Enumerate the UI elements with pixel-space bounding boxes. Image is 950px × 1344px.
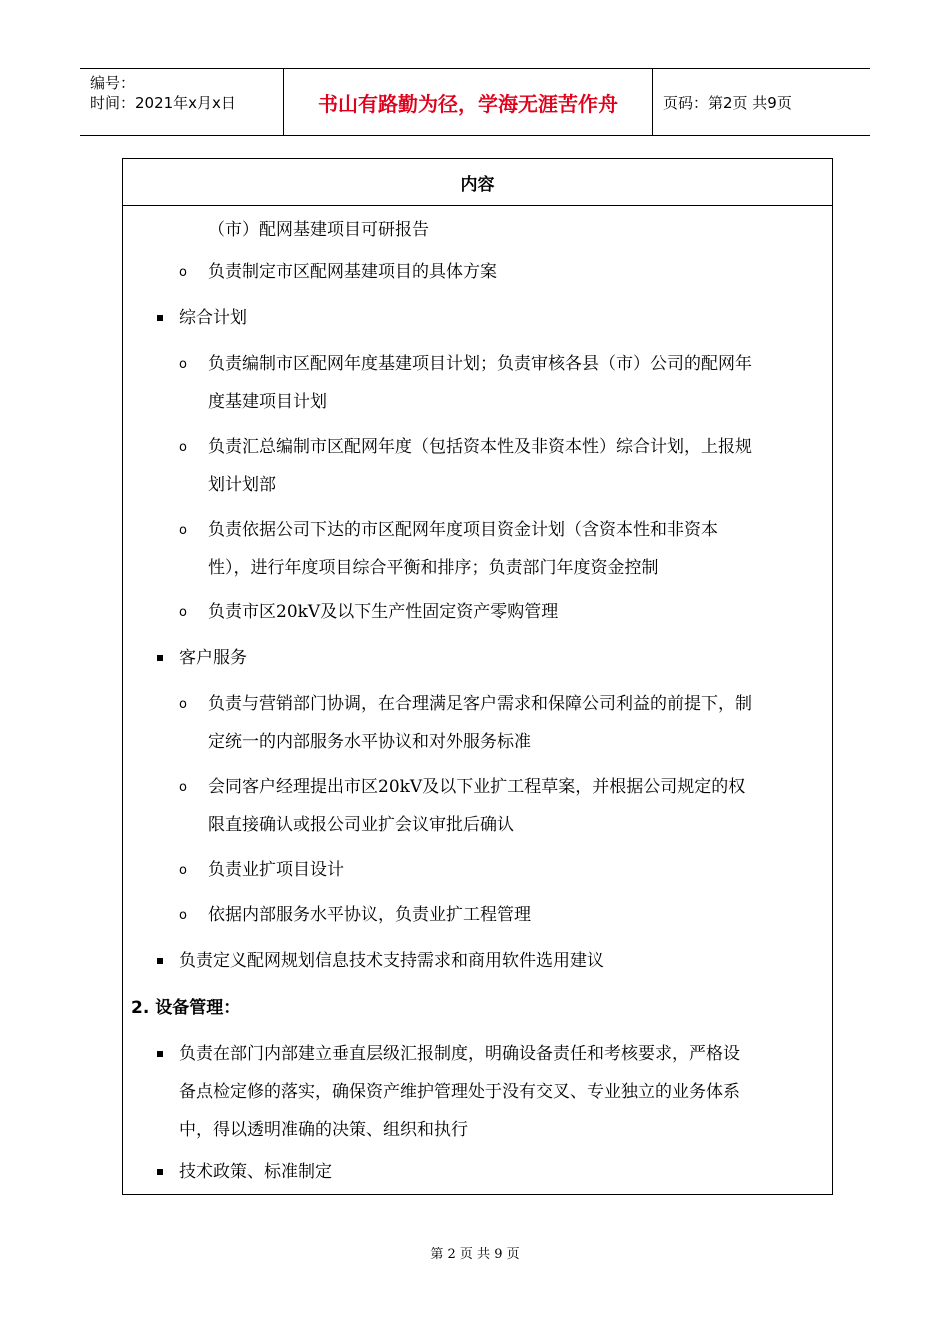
circle-bullet-icon: o <box>179 523 187 538</box>
list-item: 负责定义配网规划信息技术支持需求和商用软件选用建议 <box>179 951 604 971</box>
list-item: 客户服务 <box>179 648 247 668</box>
list-item: 负责与营销部门协调，在合理满足客户需求和保障公司利益的前提下，制 <box>208 694 752 714</box>
list-item: 负责汇总编制市区配网年度（包括资本性及非资本性）综合计划，上报规 <box>208 437 752 457</box>
list-item: 负责市区20kV及以下生产性固定资产零购管理 <box>208 602 559 622</box>
section-heading: 2. 设备管理： <box>131 998 241 1018</box>
list-item: 会同客户经理提出市区20kV及以下业扩工程草案，并根据公司规定的权 <box>208 777 746 797</box>
page-footer: 第 2 页 共 9 页 <box>430 1247 520 1262</box>
text-line: （市）配网基建项目可研报告 <box>208 220 429 240</box>
circle-bullet-icon: o <box>179 780 187 795</box>
header-motto: 书山有路勤为径，学海无涯苦作舟 <box>283 69 653 135</box>
list-item: 负责业扩项目设计 <box>208 860 344 880</box>
circle-bullet-icon: o <box>179 265 187 280</box>
time-label: 时间：2021年x月x日 <box>90 94 236 112</box>
header-page-label: 页码：第2页 共9页 <box>663 93 792 112</box>
square-bullet-icon <box>157 958 163 964</box>
list-item-continued: 性），进行年度项目综合平衡和排序；负责部门年度资金控制 <box>208 558 659 578</box>
list-item: 负责依据公司下达的市区配网年度项目资金计划（含资本性和非资本 <box>208 520 718 540</box>
list-item-continued: 定统一的内部服务水平协议和对外服务标准 <box>208 732 531 752</box>
table-title: 内容 <box>123 159 832 206</box>
list-item-continued: 备点检定修的落实，确保资产维护管理处于没有交叉、专业独立的业务体系 <box>179 1082 740 1102</box>
circle-bullet-icon: o <box>179 697 187 712</box>
list-item-continued: 划计划部 <box>208 475 276 495</box>
circle-bullet-icon: o <box>179 863 187 878</box>
circle-bullet-icon: o <box>179 440 187 455</box>
header-meta-cell <box>80 69 283 135</box>
list-item-continued: 限直接确认或报公司业扩会议审批后确认 <box>208 815 514 835</box>
list-item: 负责编制市区配网年度基建项目计划；负责审核各县（市）公司的配网年 <box>208 354 752 374</box>
content-table <box>122 158 833 1195</box>
square-bullet-icon <box>157 655 163 661</box>
list-item: 技术政策、标准制定 <box>179 1162 332 1182</box>
list-item: 依据内部服务水平协议，负责业扩工程管理 <box>208 905 531 925</box>
list-item: 负责在部门内部建立垂直层级汇报制度，明确设备责任和考核要求，严格设 <box>179 1044 740 1064</box>
list-item-continued: 度基建项目计划 <box>208 392 327 412</box>
document-header <box>80 68 870 136</box>
list-item-continued: 中，得以透明准确的决策、组织和执行 <box>179 1120 468 1140</box>
square-bullet-icon <box>157 315 163 321</box>
circle-bullet-icon: o <box>179 908 187 923</box>
circle-bullet-icon: o <box>179 605 187 620</box>
list-item: 负责制定市区配网基建项目的具体方案 <box>208 262 497 282</box>
square-bullet-icon <box>157 1169 163 1175</box>
list-item: 综合计划 <box>179 308 247 328</box>
circle-bullet-icon: o <box>179 357 187 372</box>
number-label: 编号： <box>90 74 136 92</box>
square-bullet-icon <box>157 1051 163 1057</box>
